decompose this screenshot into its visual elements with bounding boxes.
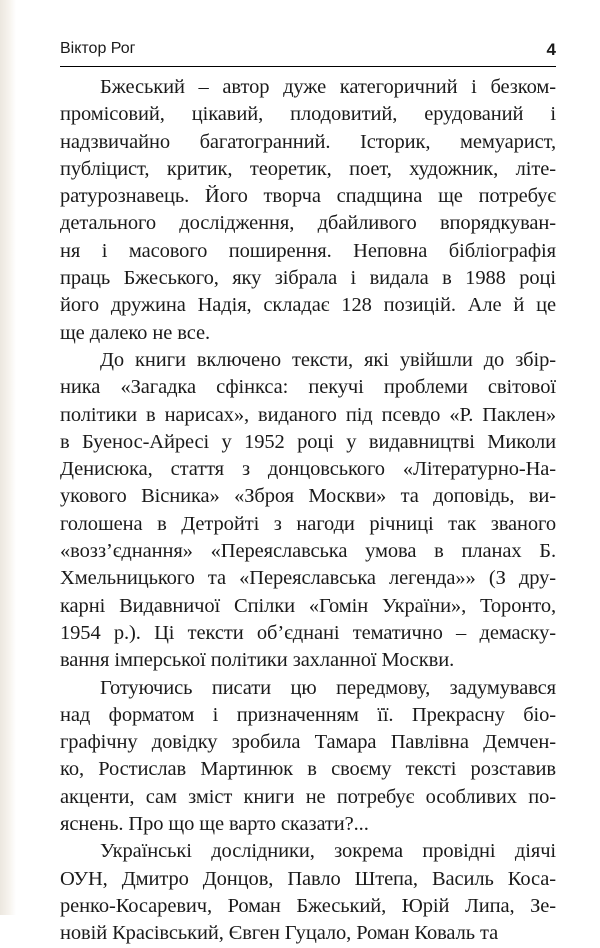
- text-line: карні Видавничої Спілки «Гомін України», Торонто,: [60, 594, 556, 617]
- header-rule: [60, 66, 556, 67]
- text-line: голошена в Детройті з нагоди річниці так званого: [60, 512, 556, 535]
- text-line: 1954 р.). Ці тексти об’єднані тематично – демаску-: [60, 621, 556, 644]
- text-line: Готуючись писати цю передмову, задумувався: [100, 676, 556, 699]
- running-title: Віктор Рог: [60, 40, 136, 57]
- body-text: [60, 74, 556, 948]
- paragraph: [60, 347, 556, 675]
- text-line: ко, Ростислав Мартинюк в своєму тексті розставив: [60, 758, 556, 781]
- text-line: графічну довідку зробила Тамара Павлівна Демчен-: [60, 731, 556, 754]
- page-number: 4: [546, 40, 556, 59]
- text-line: детального дослідження, дбайливого впорядкуван-: [60, 212, 556, 235]
- text-line: Бжеський – автор дуже категоричний і безком-: [100, 76, 556, 98]
- text-line: ще далеко не все.: [60, 321, 210, 344]
- text-line: в Буенос-Айресі у 1952 році у видавництві Миколи: [60, 430, 556, 453]
- text-line: До книги включено тексти, які увійшли до збір-: [100, 348, 556, 371]
- text-line: над форматом і призначенням її. Прекрасну біо-: [60, 703, 556, 726]
- text-line: ратурознавець. Його творча спадщина ще потребує: [60, 185, 556, 208]
- text-line: ОУН, Дмитро Донцов, Павло Штепа, Василь Коса-: [60, 867, 556, 890]
- text-line: Хмельницького та «Переяславська легенда»» (З дру-: [60, 567, 556, 590]
- page-edge-shadow: [0, 0, 16, 915]
- text-line: вання імперської політики захланної Москви.: [60, 649, 455, 672]
- text-line: його дружина Надія, складає 128 позицій. Але й це: [60, 294, 556, 317]
- text-line: укового Вісника» «Зброя Москви» та доповідь, ви-: [60, 485, 556, 508]
- text-line: ренко-Косаревич, Роман Бжеський, Юрій Липа, Зе-: [60, 894, 556, 917]
- text-line: політики в нарисах», виданого під псевдо «Р. Паклен»: [60, 403, 556, 426]
- paragraph: [60, 74, 556, 347]
- paragraph: [60, 838, 556, 947]
- text-line: новій Красівський, Євген Гуцало, Роман Коваль та: [60, 922, 499, 945]
- text-line: Денисюка, стаття з донцовського «Літературно-На-: [60, 458, 556, 481]
- text-line: промісовий, цікавий, плодовитий, ерудований і: [60, 103, 556, 126]
- text-line: «возз’єднання» «Переяславська умова в планах Б.: [60, 540, 556, 563]
- text-line: праць Бжеського, яку зібрала і видала в 1988 році: [60, 267, 556, 290]
- text-line: ня і масового поширення. Неповна бібліографія: [60, 239, 556, 262]
- page-header: [60, 40, 556, 68]
- paragraph: [60, 675, 556, 839]
- text-line: яснень. Про що ще варто сказати?...: [60, 813, 369, 836]
- text-line: публіцист, критик, теоретик, поет, художник, літе-: [60, 157, 556, 180]
- text-line: акценти, сам зміст книги не потребує особливих по-: [60, 785, 556, 808]
- text-line: Українські дослідники, зокрема провідні діячі: [100, 840, 556, 863]
- text-line: надзвичайно багатогранний. Історик, мемуарист,: [60, 130, 556, 153]
- text-line: ника «Загадка сфінкса: пекучі проблеми світової: [60, 376, 556, 399]
